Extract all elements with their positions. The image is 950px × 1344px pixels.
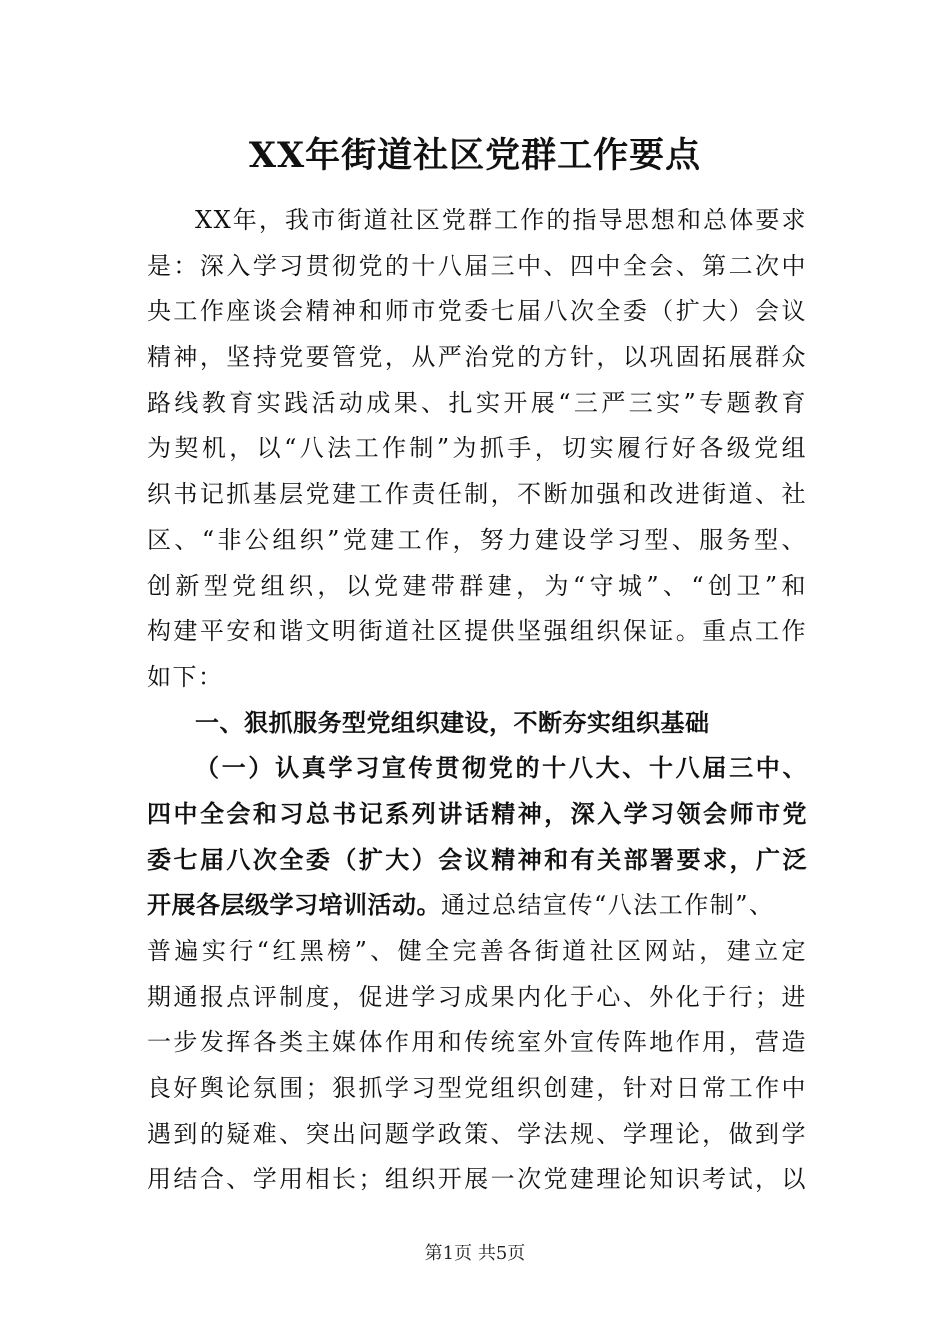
paragraph-line: 一步发挥各类主媒体作用和传统室外宣传阵地作用，营造 bbox=[147, 1028, 807, 1057]
paragraph-line: 遇到的疑难、突出问题学政策、学法规、学理论，做到学 bbox=[147, 1119, 807, 1148]
paragraph-line: 良好舆论氛围；狠抓学习型党组织创建，针对日常工作中 bbox=[147, 1074, 807, 1103]
paragraph-line: 央工作座谈会精神和师市党委七届八次全委（扩大）会议 bbox=[147, 297, 807, 326]
mixed-line bbox=[147, 883, 807, 929]
document-title: XX年街道社区党群工作要点 bbox=[248, 135, 702, 176]
paragraph-line: 创新型党组织，以党建带群建，为“守城”、“创卫”和 bbox=[147, 571, 807, 600]
paragraph-line: 精神，坚持党要管党，从严治党的方针，以巩固拓展群众 bbox=[147, 343, 807, 372]
page-number-footer: 第1页 共5页 bbox=[424, 1243, 526, 1264]
paragraph-line: 如下： bbox=[147, 662, 224, 691]
subsection-heading-line: 委七届八次全委（扩大）会议精神和有关部署要求，广泛 bbox=[147, 845, 807, 874]
paragraph-text: 通过总结宣传“八法工作制”、 bbox=[441, 891, 775, 920]
section-heading: 一、狠抓服务型党组织建设，不断夯实组织基础 bbox=[195, 708, 710, 737]
paragraph-line: 区、“非公组织”党建工作，努力建设学习型、服务型、 bbox=[147, 525, 807, 554]
paragraph-line: 普遍实行“红黑榜”、健全完善各街道社区网站，建立定 bbox=[147, 937, 807, 965]
paragraph-line: 路线教育实践活动成果、扎实开展“三严三实”专题教育 bbox=[147, 388, 807, 417]
paragraph-line: XX年，我市街道社区党群工作的指导思想和总体要求 bbox=[195, 206, 807, 234]
paragraph-line: 期通报点评制度，促进学习成果内化于心、外化于行；进 bbox=[147, 982, 807, 1011]
paragraph-line: 用结合、学用相长；组织开展一次党建理论知识考试，以 bbox=[147, 1165, 807, 1194]
paragraph-line: 为契机，以“八法工作制”为抓手，切实履行好各级党组 bbox=[147, 434, 807, 463]
document-body bbox=[147, 198, 807, 1203]
subsection-heading-line: 四中全会和习总书记系列讲话精神，深入学习领会师市党 bbox=[147, 799, 807, 828]
paragraph-line: 织书记抓基层党建工作责任制，不断加强和改进街道、社 bbox=[147, 480, 807, 509]
subsection-heading-line: （一）认真学习宣传贯彻党的十八大、十八届三中、 bbox=[195, 754, 807, 783]
paragraph-line: 是：深入学习贯彻党的十八届三中、四中全会、第二次中 bbox=[147, 251, 807, 280]
paragraph-line: 构建平安和谐文明街道社区提供坚强组织保证。重点工作 bbox=[147, 617, 807, 646]
subsection-heading-end: 开展各层级学习培训活动。 bbox=[147, 891, 441, 920]
